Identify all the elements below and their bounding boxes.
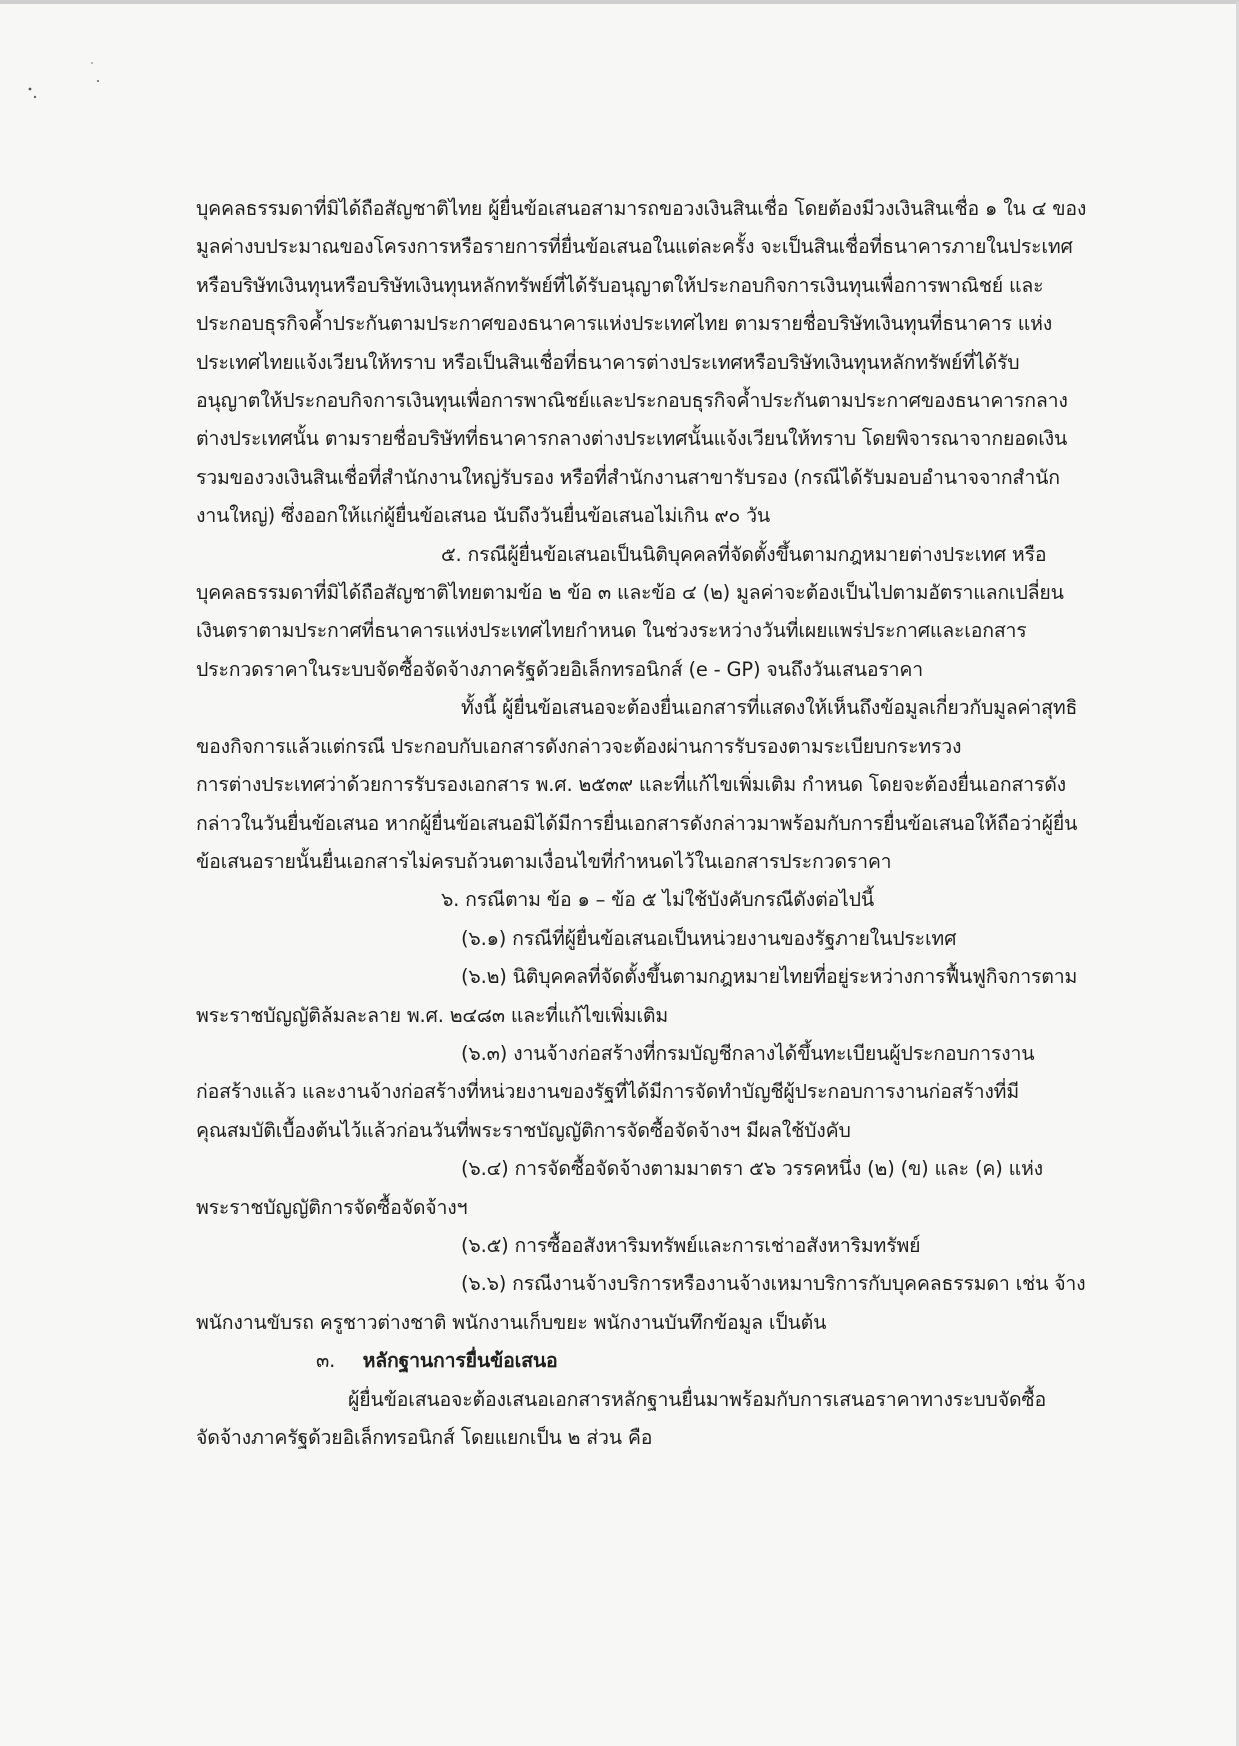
text-line: (๖.๕) การซื้ออสังหาริมทรัพย์และการเช่าอสังหาริมทรัพย์: [461, 1233, 921, 1257]
text-line: ก่อสร้างแล้ว และงานจ้างก่อสร้างที่หน่วยงานของรัฐที่ได้มีการจัดทำบัญชีผู้ประกอบการงานก่อสร้างที่มี: [196, 1080, 1019, 1104]
text-line: ประกอบธุรกิจค้ำประกันตามประกาศของธนาคารแห่งประเทศไทย ตามรายชื่อบริษัทเงินทุนที่ธนาคาร แห่ง: [196, 312, 1053, 336]
text-line: หรือบริษัทเงินทุนหรือบริษัทเงินทุนหลักทรัพย์ที่ได้รับอนุญาตให้ประกอบกิจการเงินทุนเพื่อการพาณิชย์ และ: [196, 273, 1044, 297]
text-line: (๖.๑) กรณีที่ผู้ยื่นข้อเสนอเป็นหน่วยงานของรัฐภายในประเทศ: [461, 926, 957, 950]
text-line: ต่างประเทศนั้น ตามรายชื่อบริษัทที่ธนาคารกลางต่างประเทศนั้นแจ้งเวียนให้ทราบ โดยพิจารณาจากยอดเงิน: [196, 427, 1068, 451]
text-line: (๖.๓) งานจ้างก่อสร้างที่กรมบัญชีกลางได้ขึ้นทะเบียนผู้ประกอบการงาน: [461, 1041, 1035, 1065]
section-heading: [196, 1342, 1086, 1380]
text-line: ๕. กรณีผู้ยื่นข้อเสนอเป็นนิติบุคคลที่จัดตั้งขึ้นตามกฎหมายต่างประเทศ หรือ: [441, 542, 1047, 566]
text-line: บุคคลธรรมดาที่มิได้ถือสัญชาติไทย ผู้ยื่นข้อเสนอสามารถขอวงเงินสินเชื่อ โดยต้องมีวงเงินสินเชื่อ ๑ ใน ๔ ของ: [196, 197, 1086, 220]
text-line: ประเทศไทยแจ้งเวียนให้ทราบ หรือเป็นสินเชื่อที่ธนาคารต่างประเทศหรือบริษัทเงินทุนหลักทรัพย์ที่ได้รับ: [196, 350, 1020, 374]
section-title: หลักฐานการยื่นข้อเสนอ: [362, 1349, 558, 1373]
closing-lines: [196, 1381, 1086, 1458]
text-line: กล่าวในวันยื่นข้อเสนอ หากผู้ยื่นข้อเสนอมิได้มีการยื่นเอกสารดังกล่าวมาพร้อมกับการยื่นข้อเสนอให้ถือว่าผู้ยื่น: [196, 811, 1078, 835]
text-line: ข้อเสนอรายนั้นยื่นเอกสารไม่ครบถ้วนตามเงื่อนไขที่กำหนดไว้ในเอกสารประกวดราคา: [196, 849, 892, 873]
text-line: พระราชบัญญัติการจัดซื้อจัดจ้างฯ: [196, 1195, 468, 1219]
text-line: จัดจ้างภาครัฐด้วยอิเล็กทรอนิกส์ โดยแยกเป็น ๒ ส่วน คือ: [196, 1426, 653, 1449]
section-number: ๓.: [316, 1349, 336, 1373]
text-line: ของกิจการแล้วแต่กรณี ประกอบกับเอกสารดังกล่าวจะต้องผ่านการรับรองตามระเบียบกระทรวง: [196, 734, 962, 758]
text-line: (๖.๔) การจัดซื้อจัดจ้างตามมาตรา ๕๖ วรรคหนึ่ง (๒) (ข) และ (ค) แห่ง: [461, 1157, 1043, 1181]
scan-specks: [20, 59, 110, 119]
text-line: ประกวดราคาในระบบจัดซื้อจัดจ้างภาครัฐด้วยอิเล็กทรอนิกส์ (e - GP) จนถึงวันเสนอราคา: [196, 657, 923, 681]
text-line: อนุญาตให้ประกอบกิจการเงินทุนเพื่อการพาณิชย์และประกอบธุรกิจค้ำประกันตามประกาศของธนาคารกลาง: [196, 389, 1068, 413]
paragraph-lines: [196, 190, 1086, 1342]
text-line: การต่างประเทศว่าด้วยการรับรองเอกสาร พ.ศ. ๒๕๓๙ และที่แก้ไขเพิ่มเติม กำหนด โดยจะต้องยื่นเอกสารดัง: [196, 773, 1066, 797]
text-line: ผู้ยื่นข้อเสนอจะต้องเสนอเอกสารหลักฐานยื่นมาพร้อมกับการเสนอราคาทางระบบจัดซื้อ: [348, 1387, 1046, 1411]
text-line: รวมของวงเงินสินเชื่อที่สำนักงานใหญ่รับรอง หรือที่สำนักงานสาขารับรอง (กรณีได้รับมอบอำนาจจากสำนัก: [196, 465, 1060, 489]
text-line: บุคคลธรรมดาที่มิได้ถือสัญชาติไทยตามข้อ ๒ ข้อ ๓ และข้อ ๔ (๒) มูลค่าจะต้องเป็นไปตามอัตราแลกเปลี่ยน: [196, 581, 1064, 605]
text-line: คุณสมบัติเบื้องต้นไว้แล้วก่อนวันที่พระราชบัญญัติการจัดซื้อจัดจ้างฯ มีผลใช้บังคับ: [196, 1118, 851, 1142]
document-body: [196, 190, 1086, 1457]
text-line: (๖.๖) กรณีงานจ้างบริการหรืองานจ้างเหมาบริการกับบุคคลธรรมดา เช่น จ้าง: [461, 1272, 1086, 1296]
text-line: พระราชบัญญัติล้มละลาย พ.ศ. ๒๔๘๓ และที่แก้ไขเพิ่มเติม: [196, 1003, 669, 1027]
text-line: เงินตราตามประกาศที่ธนาคารแห่งประเทศไทยกำหนด ในช่วงระหว่างวันที่เผยแพร่ประกาศและเอกสาร: [196, 619, 1027, 643]
text-line: งานใหญ่) ซึ่งออกให้แก่ผู้ยื่นข้อเสนอ นับถึงวันยื่นข้อเสนอไม่เกิน ๙๐ วัน: [196, 504, 771, 528]
text-line: มูลค่างบประมาณของโครงการหรือรายการที่ยื่นข้อเสนอในแต่ละครั้ง จะเป็นสินเชื่อที่ธนาคารภายในประเทศ: [196, 235, 1073, 259]
text-line: ทั้งนี้ ผู้ยื่นข้อเสนอจะต้องยื่นเอกสารที่แสดงให้เห็นถึงข้อมูลเกี่ยวกับมูลค่าสุทธิ: [461, 696, 1078, 720]
text-line: (๖.๒) นิติบุคคลที่จัดตั้งขึ้นตามกฎหมายไทยที่อยู่ระหว่างการฟื้นฟูกิจการตาม: [461, 965, 1078, 989]
text-line: พนักงานขับรถ ครูชาวต่างชาติ พนักงานเก็บขยะ พนักงานบันทึกข้อมูล เป็นต้น: [196, 1310, 827, 1334]
text-line: ๖. กรณีตาม ข้อ ๑ – ข้อ ๕ ไม่ใช้บังคับกรณีดังต่อไปนี้: [441, 888, 874, 912]
